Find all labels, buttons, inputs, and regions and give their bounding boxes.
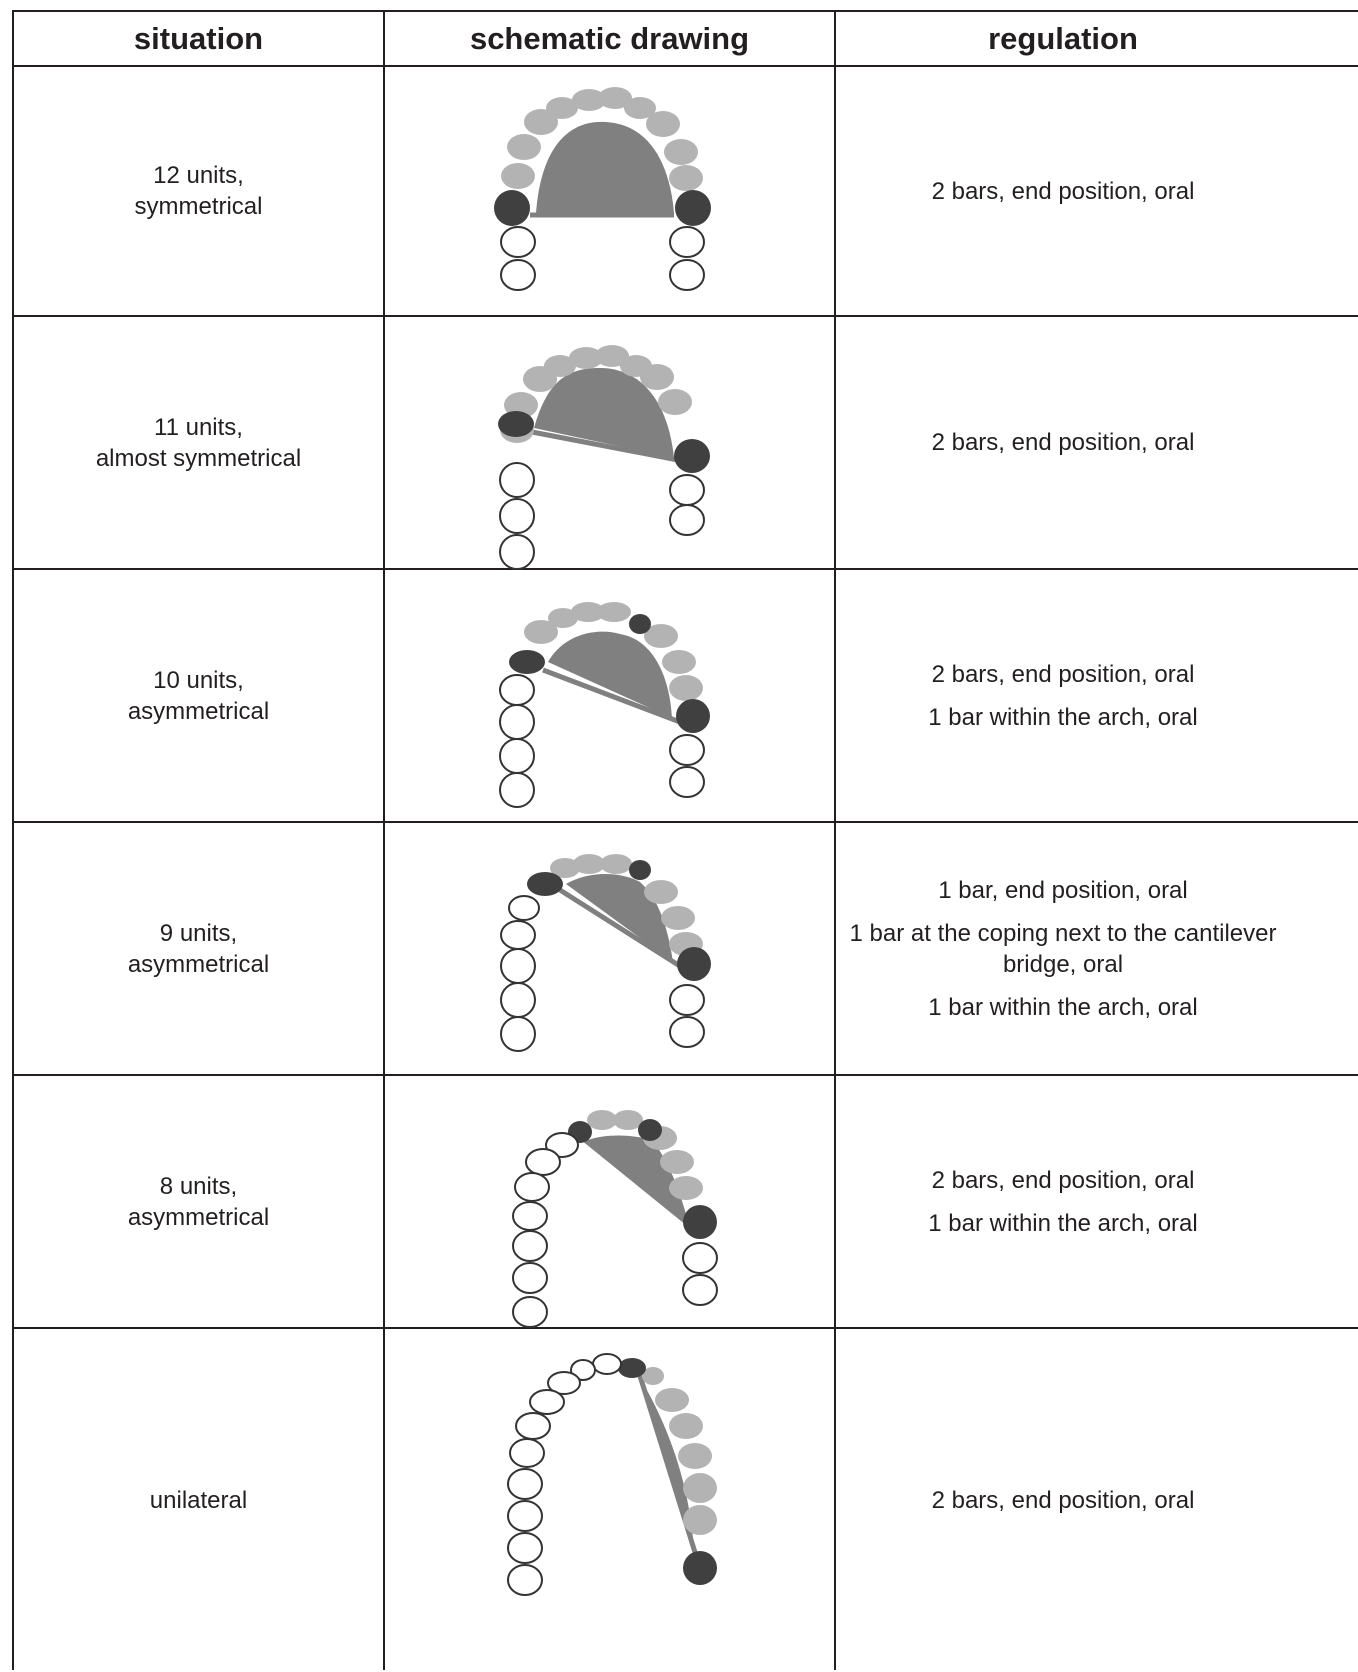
natural-tooth [678, 1443, 712, 1469]
natural-tooth [662, 650, 696, 674]
natural-tooth [669, 675, 703, 701]
missing-tooth [501, 983, 535, 1017]
missing-tooth [516, 1413, 550, 1439]
missing-tooth [501, 227, 535, 257]
arch-9-units-asymmetrical-diagram [501, 854, 711, 1051]
missing-tooth [670, 260, 704, 290]
missing-tooth [510, 1439, 544, 1467]
missing-tooth [508, 1469, 542, 1499]
abutment-tooth [638, 1119, 662, 1141]
natural-tooth [655, 1388, 689, 1412]
regulation-line: 2 bars, end position, oral [931, 1166, 1195, 1194]
situation-line: 11 units, [154, 413, 243, 441]
missing-tooth [530, 1390, 564, 1414]
abutment-tooth [618, 1358, 646, 1378]
regulation-line: 1 bar within the arch, oral [928, 703, 1198, 731]
missing-tooth [670, 1017, 704, 1047]
arch-12-units-symmetrical-diagram [494, 87, 711, 290]
situation-line: asymmetrical [127, 1203, 270, 1231]
header-situation: situation [133, 20, 264, 56]
abutment-tooth [629, 614, 651, 634]
arch-8-units-asymmetrical-diagram [513, 1110, 717, 1327]
missing-tooth [670, 227, 704, 257]
natural-tooth [524, 620, 558, 644]
abutment-tooth [676, 699, 710, 733]
regulation-line: 2 bars, end position, oral [931, 660, 1195, 688]
missing-tooth [513, 1231, 547, 1261]
natural-tooth [664, 139, 698, 165]
regulation-line: 1 bar within the arch, oral [928, 1209, 1198, 1237]
natural-tooth [661, 906, 695, 930]
bar-area [536, 122, 674, 213]
missing-tooth [501, 260, 535, 290]
missing-tooth [683, 1275, 717, 1305]
regulation-text: 1 bar, end position, oral [938, 876, 1188, 904]
natural-tooth [524, 109, 558, 135]
missing-tooth [508, 1565, 542, 1595]
abutment-tooth [498, 411, 534, 437]
natural-tooth [523, 366, 557, 392]
missing-tooth [670, 735, 704, 765]
natural-tooth [646, 111, 680, 137]
natural-tooth [669, 1176, 703, 1200]
missing-tooth [670, 505, 704, 535]
missing-tooth [500, 535, 534, 569]
natural-tooth [669, 165, 703, 191]
missing-tooth [593, 1354, 621, 1374]
missing-tooth [513, 1263, 547, 1293]
natural-tooth [683, 1505, 717, 1535]
abutment-tooth [494, 190, 530, 226]
missing-tooth [683, 1243, 717, 1273]
natural-tooth [658, 389, 692, 415]
regulation-text: bridge, oral [1002, 950, 1124, 978]
situation-line: 8 units, [159, 1172, 238, 1200]
missing-tooth [501, 1017, 535, 1051]
regulation-line: 2 bars, end position, oral [931, 177, 1195, 205]
situation-line: asymmetrical [127, 950, 270, 978]
missing-tooth [508, 1501, 542, 1531]
situation-line: 9 units, [159, 919, 238, 947]
header-regulation: regulation [988, 20, 1138, 56]
natural-tooth [640, 364, 674, 390]
natural-tooth [683, 1473, 717, 1503]
missing-tooth [500, 463, 534, 497]
abutment-tooth [674, 439, 710, 473]
missing-tooth [500, 773, 534, 807]
situation-line: unilateral [149, 1487, 248, 1514]
situation-line: symmetrical [134, 193, 263, 220]
natural-tooth [597, 602, 631, 622]
missing-tooth [509, 896, 539, 920]
regulation-text: 1 bar at the coping next to the cantilever [849, 919, 1277, 947]
header-schematic-drawing: schematic drawing [469, 20, 750, 56]
missing-tooth [501, 921, 535, 949]
natural-tooth [501, 163, 535, 189]
regulation-line: 2 bars, end position, oral [931, 429, 1195, 456]
missing-tooth [670, 475, 704, 505]
abutment-tooth [509, 650, 545, 674]
arch-11-units-almost-symmetrical-diagram [498, 345, 710, 569]
situation-line: 10 units, [153, 666, 244, 694]
situation-line: 12 units, [153, 162, 244, 189]
missing-tooth [508, 1533, 542, 1563]
missing-tooth [526, 1149, 560, 1175]
arch-10-units-asymmetrical-diagram [500, 602, 710, 807]
missing-tooth [501, 949, 535, 983]
situation-line: asymmetrical [127, 697, 270, 725]
natural-tooth [644, 880, 678, 904]
abutment-tooth [683, 1205, 717, 1239]
natural-tooth [600, 854, 632, 874]
missing-tooth [515, 1173, 549, 1201]
missing-tooth [513, 1202, 547, 1230]
regulation-text: 1 bar within the arch, oral [928, 993, 1198, 1021]
missing-tooth [500, 739, 534, 773]
arch-unilateral-diagram [508, 1354, 717, 1595]
missing-tooth [670, 985, 704, 1015]
abutment-tooth [675, 190, 711, 226]
natural-tooth [669, 1413, 703, 1439]
abutment-tooth [677, 947, 711, 981]
regulation-line: 2 bars, end position, oral [931, 1487, 1195, 1514]
abutment-tooth [527, 872, 563, 896]
abutment-tooth [629, 860, 651, 880]
missing-tooth [500, 499, 534, 533]
missing-tooth [500, 705, 534, 739]
natural-tooth [587, 1110, 617, 1130]
missing-tooth [513, 1297, 547, 1327]
missing-tooth [670, 767, 704, 797]
natural-tooth [660, 1150, 694, 1174]
abutment-tooth [683, 1551, 717, 1585]
missing-tooth [500, 675, 534, 705]
natural-tooth [507, 134, 541, 160]
situation-line: almost symmetrical [95, 444, 302, 472]
